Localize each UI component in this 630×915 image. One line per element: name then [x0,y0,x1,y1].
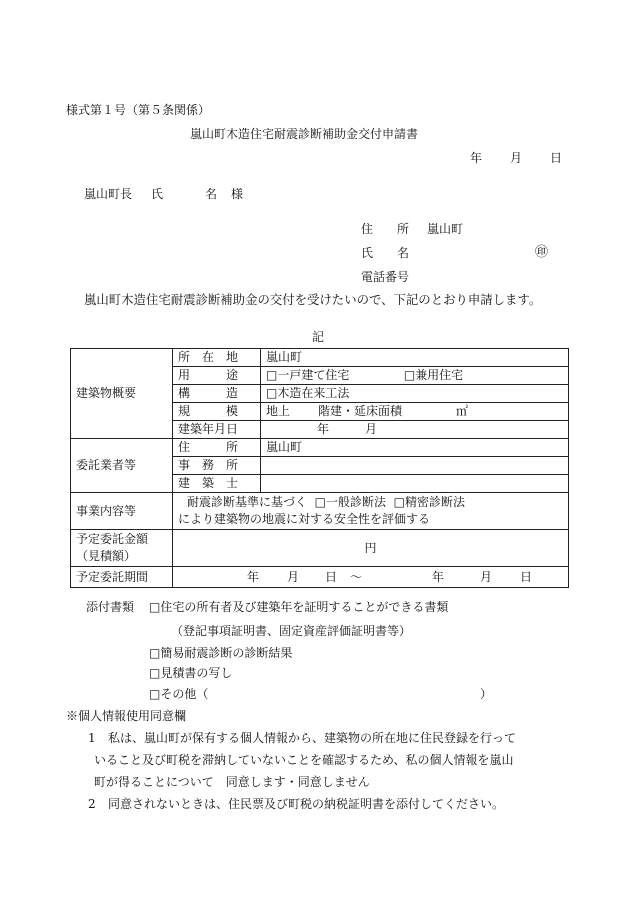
contractor-architect-label: 建 築 士 [173,475,261,493]
intro-sentence: 嵐山町木造住宅耐震診断補助金の交付を受けたいので、下記のとおり申請します。 [84,292,542,307]
period-label: 予定委託期間 [71,567,173,588]
period-month: 月 [287,569,300,584]
contractor-address-value: 嵐山町 [261,439,569,457]
built-date-label: 建築年月日 [173,421,261,439]
addressee-shi: 氏 [151,187,164,201]
contractor-office-label: 事 務 所 [173,457,261,475]
built-year: 年 [317,422,330,437]
general-method-checkbox[interactable] [315,495,326,509]
amount-value [173,530,569,567]
period-value [173,567,569,588]
use-option2-checkbox[interactable] [404,368,415,382]
built-month: 月 [365,422,378,437]
structure-checkbox[interactable] [266,386,277,400]
contractor-architect-value [261,475,569,493]
date-month: 月 [510,151,523,165]
consent-heading: ※個人情報使用同意欄 [66,709,187,723]
business-content [173,493,569,530]
addressee-office: 嵐山町長 [84,187,133,201]
attachment-item1-note: （登記事項証明書、固定資産評価証明書等） [171,624,412,638]
attachment-item1: □ 住宅の所有者及び建築年を証明することができる書類 [149,601,448,613]
business-section-label: 事業内容等 [71,493,173,530]
built-date-value [261,421,569,439]
business-line1-prefix: 耐震診断基準に基づく [187,494,308,509]
use-option2-label: 兼用住宅 [415,368,464,383]
attachment-item4-checkbox[interactable] [149,687,160,701]
consent-line3: 町が得ることについて 同意します・同意しません [94,775,370,789]
location-label: 所 在 地 [173,349,261,367]
period-tilde: ～ [350,569,363,584]
seal-mark: ㊞ [535,245,549,260]
period-year: 年 [247,569,260,584]
scale-label: 規 模 [173,403,261,421]
contractor-section-label: 委託業者等 [71,439,173,493]
applicant-name-label: 氏 名 [361,246,410,260]
general-method-label: 一般診断法 [326,494,387,509]
contractor-address-label: 住 所 [173,439,261,457]
consent-line4: 同意されないときは、住民票及び町税の納税証明書を添付してください。 [108,797,505,811]
structure-option [261,385,569,403]
amount-label-line2: （見積額） [76,549,137,563]
use-label: 用 途 [173,367,261,385]
attachment-item2: □ 簡易耐震診断の診断結果 [149,647,292,659]
consent-number-2: 2 [88,797,96,811]
attachment-item3: □ 見積書の写し [149,667,232,679]
applicant-phone-label: 電話番号 [361,270,410,284]
application-table [70,348,569,588]
period-day2: 日 [520,569,533,584]
precise-method-checkbox[interactable] [394,495,405,509]
building-section-label: 建築物概要 [71,349,173,439]
addressee-mei: 名 [205,187,218,201]
amount-label [71,530,173,567]
attachment-item4-close: ） [480,687,493,701]
consent-line2: いること及び町税を滞納していないことを確認するため、私の個人情報を嵐山 [94,753,514,767]
attachment-item2-checkbox[interactable] [149,646,160,660]
attachment-item1-checkbox[interactable] [149,600,160,614]
attachment-item4: □ その他（ [149,688,208,700]
structure-option-label: 木造在来工法 [277,386,350,401]
form-number: 様式第１号（第５条関係） [66,103,211,117]
consent-line1: 私は、嵐山町が保有する個人情報から、建築物の所在地に住民登録を行って [108,731,517,745]
scale-unit: ㎡ [456,404,469,419]
addressee-sama: 様 [231,187,244,201]
location-value: 嵐山町 [261,349,569,367]
scale-floors: 階建・延床面積 [318,404,403,419]
date-day: 日 [550,151,563,165]
business-line2: により建築物の地震に対する安全性を評価する [178,512,431,526]
use-options [261,367,569,385]
applicant-address-label: 住 所 [361,222,410,236]
consent-number-1: 1 [88,731,96,745]
attachment-item3-checkbox[interactable] [149,666,160,680]
use-option1-label: 一戸建て住宅 [277,368,350,383]
amount-unit: 円 [364,540,377,555]
structure-label: 構 造 [173,385,261,403]
scale-ground: 地上 [266,404,291,419]
period-year2: 年 [432,569,445,584]
applicant-address-value: 嵐山町 [427,222,464,236]
period-month2: 月 [480,569,493,584]
scale-value [261,403,569,421]
ki-heading: 記 [312,330,325,344]
period-day: 日 [325,569,338,584]
attachments-label: 添付書類 [86,600,135,614]
date-year: 年 [470,151,483,165]
use-option1-checkbox[interactable] [266,368,277,382]
precise-method-label: 精密診断法 [405,494,466,509]
document-title: 嵐山町木造住宅耐震診断補助金交付申請書 [190,127,419,141]
contractor-office-value [261,457,569,475]
amount-label-line1: 予定委託金額 [76,531,149,546]
